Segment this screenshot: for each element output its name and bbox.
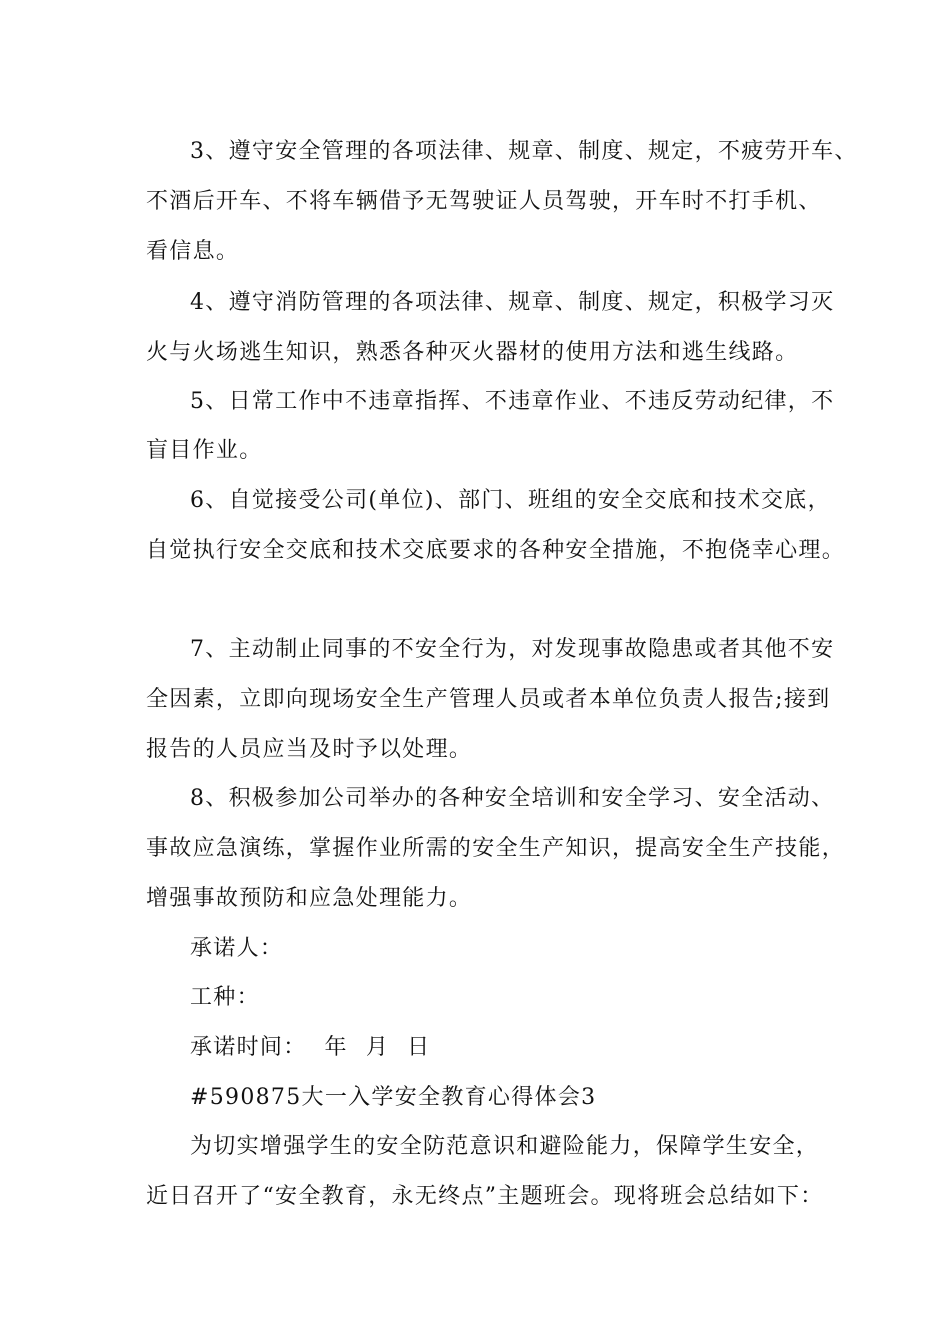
paragraph-6-line-2: 自觉执行安全交底和技术交底要求的各种安全措施，不抱侥幸心理。 (146, 538, 846, 563)
job-type-label: 工种： (190, 985, 260, 1010)
paragraph-8-line-3: 增强事故预防和应急处理能力。 (146, 886, 473, 911)
paragraph-3-line-3: 看信息。 (146, 239, 240, 264)
commitment-date-label: 承诺时间： (190, 1035, 307, 1060)
paragraph-8-line-1: 8、积极参加公司举办的各种安全培训和安全学习、安全活动、 (190, 786, 835, 811)
date-year: 年 (324, 1035, 348, 1060)
promisor-label: 承诺人： (190, 936, 284, 961)
section-heading: #590875大一入学安全教育心得体会3 (190, 1085, 597, 1110)
paragraph-5-line-2: 盲目作业。 (146, 438, 263, 463)
paragraph-7-line-3: 报告的人员应当及时予以处理。 (146, 737, 473, 762)
date-day: 日 (407, 1035, 431, 1060)
paragraph-8-line-2: 事故应急演练，掌握作业所需的安全生产知识，提高安全生产技能， (146, 836, 846, 861)
paragraph-7-line-1: 7、主动制止同事的不安全行为，对发现事故隐患或者其他不安 (190, 637, 835, 662)
paragraph-4-line-2: 火与火场逃生知识，熟悉各种灭火器材的使用方法和逃生线路。 (146, 340, 799, 365)
date-month: 月 (365, 1035, 390, 1060)
paragraph-3-line-1: 3、遵守安全管理的各项法律、规章、制度、规定，不疲劳开车、 (190, 139, 858, 164)
commitment-date-line (190, 1033, 430, 1063)
paragraph-5-line-1: 5、日常工作中不违章指挥、不违章作业、不违反劳动纪律，不 (190, 389, 835, 414)
paragraph-6-line-1: 6、自觉接受公司(单位)、部门、班组的安全交底和技术交底， (190, 488, 831, 513)
paragraph-3-line-2: 不酒后开车、不将车辆借予无驾驶证人员驾驶，开车时不打手机、 (146, 189, 822, 214)
intro-line-1: 为切实增强学生的安全防范意识和避险能力，保障学生安全， (190, 1134, 820, 1159)
intro-line-2: 近日召开了“安全教育，永无终点”主题班会。现将班会总结如下： (146, 1184, 824, 1209)
paragraph-4-line-1: 4、遵守消防管理的各项法律、规章、制度、规定，积极学习灭 (190, 290, 835, 315)
paragraph-7-line-2: 全因素，立即向现场安全生产管理人员或者本单位负责人报告;接到 (146, 687, 831, 712)
